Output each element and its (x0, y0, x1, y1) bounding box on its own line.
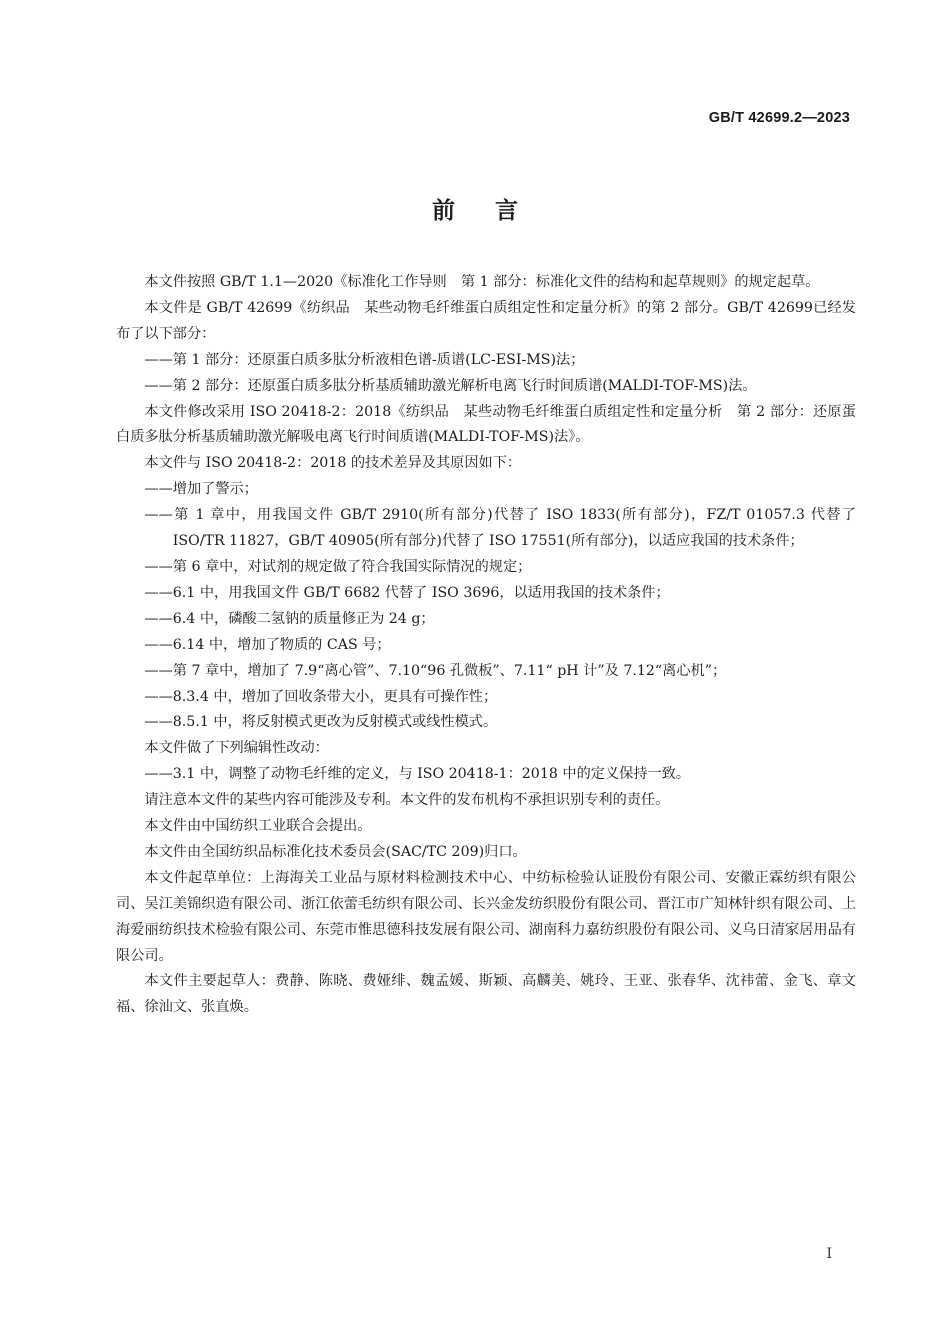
paragraph: 本文件与 ISO 20418-2：2018 的技术差异及其原因如下： (144, 455, 522, 472)
paragraph: 本文件主要起草人：费静、陈晓、费娅绯、魏孟媛、斯颖、高麟美、姚玲、王亚、张春华、沈祎蕾、金飞、章文福、徐汕文、张直焕。 (116, 973, 856, 1016)
paragraph: 本文件做了下列编辑性改动： (144, 740, 329, 757)
paragraph: 本文件是 GB/T 42699《纺织品 某些动物毛纤维蛋白质组定性和定量分析》的第 2 部分。GB/T 42699已经发布了以下部分： (116, 299, 856, 342)
list-item: ——第 2 部分：还原蛋白质多肽分析基质辅助激光解析电离飞行时间质谱(MALDI-TOF-MS)法。 (144, 377, 757, 394)
paragraph: 本文件起草单位：上海海关工业品与原材料检测技术中心、中纺标检验认证股份有限公司、安徽正霖纺织有限公司、吴江美锦织造有限公司、浙江依蕾毛纺织有限公司、长兴金发纺织股份有限公司、晋江市广知林针织有限公司、上海爱丽纺织技术检验有限公司、东莞市惟思德科技发展有限公司、湖南科力嘉纺织股份有限公司、义乌日清家居用品有限公司。 (116, 869, 856, 964)
list-item: ——8.5.1 中，将反射模式更改为反射模式或线性模式。 (144, 714, 498, 731)
paragraph: 本文件由中国纺织工业联合会提出。 (144, 818, 372, 835)
paragraph: 请注意本文件的某些内容可能涉及专利。本文件的发布机构不承担识别专利的责任。 (144, 792, 670, 809)
list-item: ——3.1 中，调整了动物毛纤维的定义，与 ISO 20418-1：2018 中的定义保持一致。 (144, 766, 691, 783)
list-item: ——6.4 中，磷酸二氢钠的质量修正为 24 g； (144, 610, 435, 627)
list-item: ——6.1 中，用我国文件 GB/T 6682 代替了 ISO 3696，以适用我国的技术条件； (144, 584, 670, 601)
list-item: ——8.3.4 中，增加了回收条带大小，更具有可操作性； (144, 688, 498, 705)
list-item: ——第 6 章中，对试剂的规定做了符合我国实际情况的规定； (144, 558, 532, 575)
page-number: I (826, 1246, 832, 1262)
list-item: ——6.14 中，增加了物质的 CAS 号； (144, 636, 391, 653)
list-item: ——第 1 部分：还原蛋白质多肽分析液相色谱-质谱(LC-ESI-MS)法； (144, 351, 585, 368)
paragraph: 本文件修改采用 ISO 20418-2：2018《纺织品 某些动物毛纤维蛋白质组定性和定量分析 第 2 部分：还原蛋白质多肽分析基质辅助激光解吸电离飞行时间质谱(MALDI-TOF-MS)法》。 (116, 403, 856, 446)
list-item: ——增加了警示； (144, 481, 258, 498)
page-title: 前言 (432, 198, 558, 224)
standard-code: GB/T 42699.2—2023 (708, 110, 850, 126)
paragraph: 本文件由全国纺织品标准化技术委员会(SAC/TC 209)归口。 (144, 843, 527, 860)
list-item: ——第 7 章中，增加了 7.9“离心管”、7.10“96 孔微板”、7.11“ pH 计”及 7.12“离心机”； (144, 662, 727, 679)
list-item: ——第 1 章中，用我国文件 GB/T 2910(所有部分)代替了 ISO 1833(所有部分)，FZ/T 01057.3 代替了 ISO/TR 11827，GB/T 40905(所有部分)代替了 ISO 17551(所有部分)，以适应我国的技术条件； (144, 507, 856, 550)
paragraph: 本文件按照 GB/T 1.1—2020《标准化工作导则 第 1 部分：标准化文件的结构和起草规则》的规定起草。 (144, 274, 820, 290)
foreword-body (116, 270, 856, 1021)
